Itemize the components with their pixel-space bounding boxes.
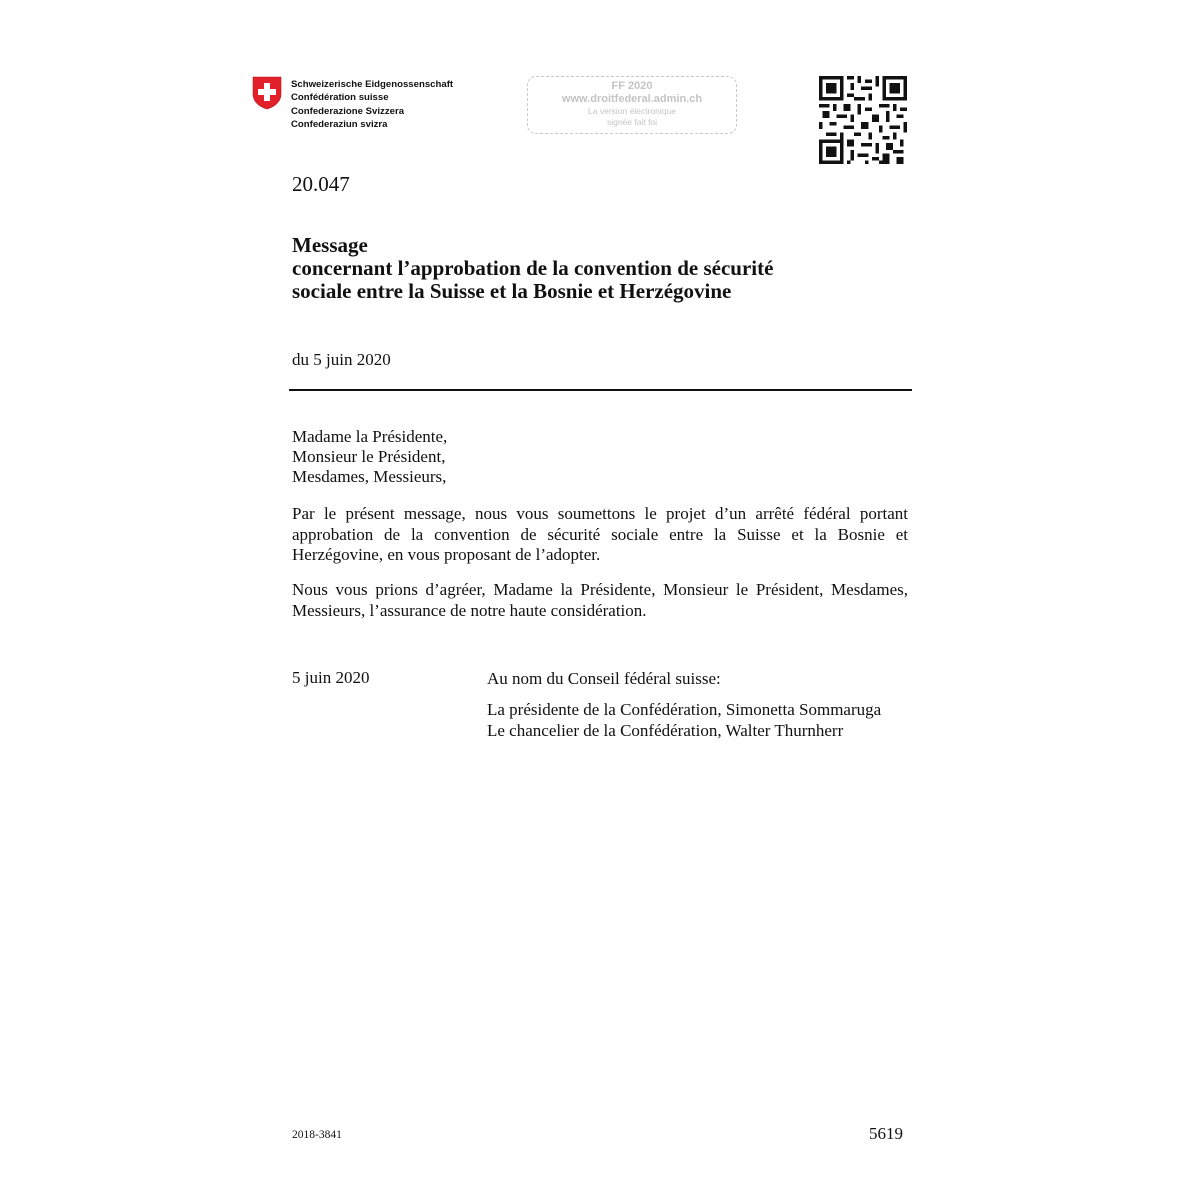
signature-date: 5 juin 2020: [292, 668, 370, 687]
swiss-cross-icon: [252, 76, 282, 110]
divider: [289, 389, 912, 391]
signature-block: [487, 668, 881, 741]
body-paragraph: Par le présent message, nous vous soumettons le projet d’un arrêté fédéral portant approbation de la convention de sécurité sociale entre la Suisse et la Bosnie et Herzégovine, en vous proposant de l’adopter.: [292, 504, 908, 564]
federation-name-de: Schweizerische Eidgenossenschaft: [291, 79, 454, 90]
document-title: [292, 234, 912, 303]
signature-on-behalf: Au nom du Conseil fédéral suisse:: [487, 669, 721, 688]
publication-url: www.droitfederal.admin.ch: [561, 93, 703, 105]
salutation: [292, 427, 447, 487]
qr-code-icon: [819, 76, 907, 164]
publication-note-line2: signée fait foi: [606, 117, 658, 127]
title-line: Message: [292, 233, 368, 257]
page-number: 5619: [869, 1124, 903, 1143]
signature-president: La présidente de la Confédération, Simonetta Sommaruga: [487, 700, 882, 719]
signature-chancellor: Le chancelier de la Confédération, Walter Thurnherr: [487, 721, 844, 740]
federation-name-it: Confederazione Svizzera: [291, 105, 405, 117]
federation-name-fr: Confédération suisse: [291, 92, 389, 104]
document-number: 20.047: [292, 172, 350, 196]
salutation-line: Monsieur le Président,: [292, 447, 446, 466]
publication-stamp: [527, 76, 737, 134]
publication-note-line1: La version électronique: [588, 106, 676, 116]
title-line: sociale entre la Suisse et la Bosnie et Herzégovine: [292, 279, 732, 303]
salutation-line: Madame la Présidente,: [292, 427, 448, 446]
document-date: du 5 juin 2020: [292, 350, 391, 369]
body-paragraph: Nous vous prions d’agréer, Madame la Présidente, Monsieur le Président, Mesdames, Messieurs, l’assurance de notre haute considération.: [292, 580, 908, 620]
federation-name-rm: Confederaziun svizra: [291, 119, 388, 131]
title-line: concernant l’approbation de la convention de sécurité: [292, 256, 774, 280]
publication-reference: FF 2020: [611, 80, 653, 92]
federation-names: [291, 78, 453, 132]
salutation-line: Mesdames, Messieurs,: [292, 467, 447, 486]
footer-reference: 2018-3841: [292, 1129, 342, 1141]
federal-logo: [252, 76, 472, 136]
